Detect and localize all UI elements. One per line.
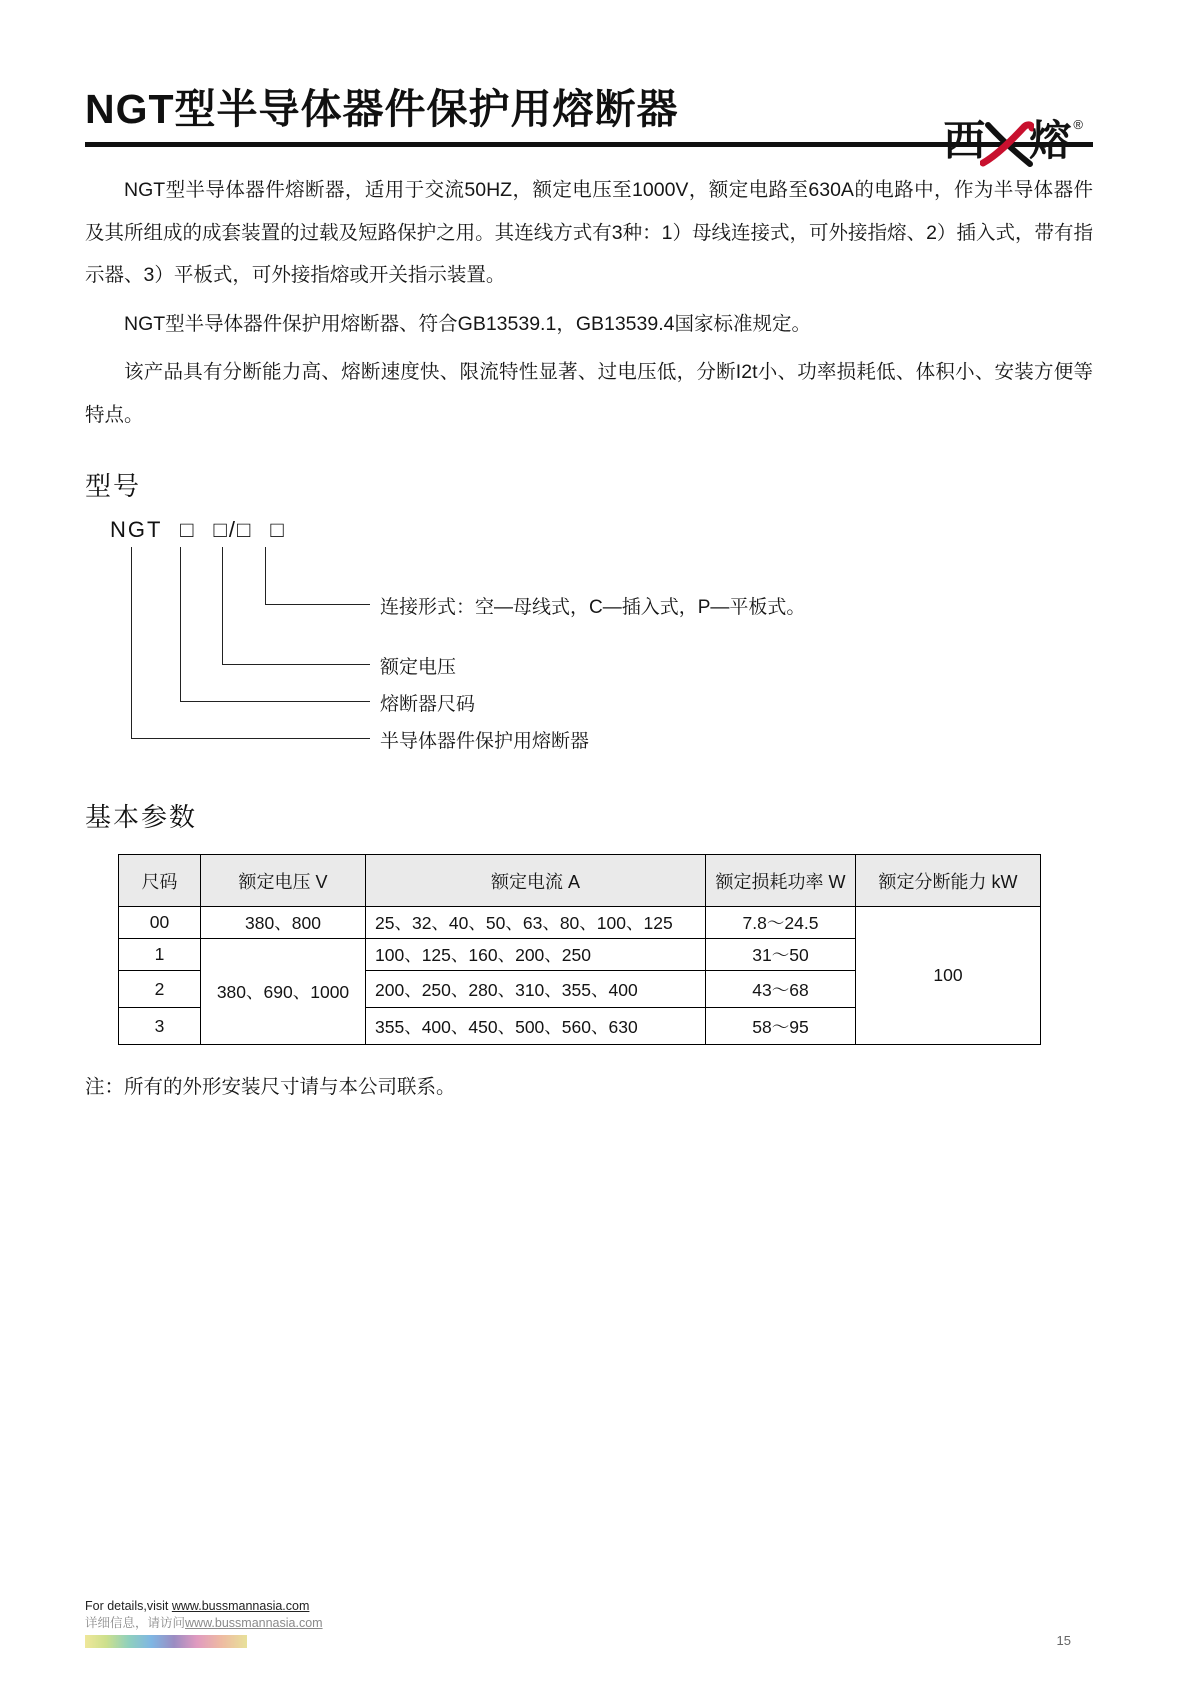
header-current: 额定电流 A (366, 855, 706, 907)
cell-size: 00 (119, 907, 201, 939)
cell-size: 3 (119, 1008, 201, 1045)
model-code: NGT □ □/□ □ (110, 517, 286, 543)
callout-label-connection: 连接形式：空—母线式，C—插入式，P—平板式。 (380, 597, 806, 619)
header-breaking: 额定分断能力 kW (856, 855, 1041, 907)
cell-power: 58～95 (706, 1008, 856, 1045)
cell-current: 100、125、160、200、250 (366, 939, 706, 971)
page-number: 15 (1056, 1633, 1071, 1648)
footer-cn-prefix: 详细信息，请访问 (85, 1616, 186, 1630)
callout-label-size: 熔断器尺码 (380, 694, 476, 716)
print-color-bar (85, 1635, 247, 1648)
registered-mark: ® (1073, 117, 1083, 132)
intro-section (85, 169, 1093, 436)
callout-connector-product (131, 547, 370, 739)
footer-en-url[interactable]: www.bussmannasia.com (171, 1599, 310, 1613)
logo-left-char: 西 (943, 117, 986, 164)
footer-en-prefix: For details,visit (85, 1599, 172, 1613)
header-power: 额定损耗功率 W (706, 855, 856, 907)
logo-swoosh-icon (980, 120, 1034, 168)
page (0, 86, 1179, 1648)
cell-power: 31～50 (706, 939, 856, 971)
cell-current: 200、250、280、310、355、400 (366, 971, 706, 1008)
intro-paragraph-2: NGT型半导体器件保护用熔断器、符合GB13539.1，GB13539.4国家标准规定。 (124, 312, 811, 335)
logo-right-char: 熔 (1029, 117, 1072, 164)
table-header-row (119, 855, 1041, 907)
footer-line-cn (85, 1613, 323, 1631)
cell-size: 1 (119, 939, 201, 971)
params-table (118, 854, 1041, 1045)
callout-label-product: 半导体器件保护用熔断器 (380, 731, 590, 753)
cell-power: 43～68 (706, 971, 856, 1008)
model-code-diagram (85, 517, 1093, 767)
intro-paragraph-1: NGT型半导体器件熔断器，适用于交流50HZ，额定电压至1000V，额定电路至630A的电路中，作为半导体器件及其所组成的成套装置的过载及短路保护之用。其连线方式有3种：1）母线连接式，可外接指熔、2）插入式，带有指示器、3）平板式，可外接指熔或开关指示装置。 (85, 179, 1093, 287)
cell-voltage-shared: 380、690、1000 (201, 939, 366, 1045)
intro-paragraph-3: 该产品具有分断能力高、熔断速度快、限流特性显著、过电压低，分断I2t小、功率损耗低、体积小、安装方便等特点。 (85, 361, 1093, 426)
content-area (0, 86, 1179, 1099)
cell-power: 7.8～24.5 (706, 907, 856, 939)
cell-current: 25、32、40、50、63、80、100、125 (366, 907, 706, 939)
footer-cn-url[interactable]: www.bussmannasia.com (185, 1616, 323, 1630)
params-section-heading: 基本参数 (85, 802, 198, 833)
header-voltage: 额定电压 V (201, 855, 366, 907)
title-rule (85, 142, 1093, 147)
footer-line-en (85, 1599, 309, 1613)
cell-size: 2 (119, 971, 201, 1008)
model-section-heading: 型号 (85, 471, 142, 502)
header-size: 尺码 (119, 855, 201, 907)
callout-label-voltage: 额定电压 (380, 657, 457, 679)
brand-logo (943, 117, 1083, 168)
cell-breaking-capacity: 100 (856, 907, 1041, 1045)
table-row (119, 907, 1041, 939)
cell-current: 355、400、450、500、560、630 (366, 1008, 706, 1045)
cell-voltage: 380、800 (201, 907, 366, 939)
page-title: NGT型半导体器件保护用熔断器 (85, 86, 679, 132)
contact-note: 注：所有的外形安装尺寸请与本公司联系。 (85, 1076, 456, 1099)
